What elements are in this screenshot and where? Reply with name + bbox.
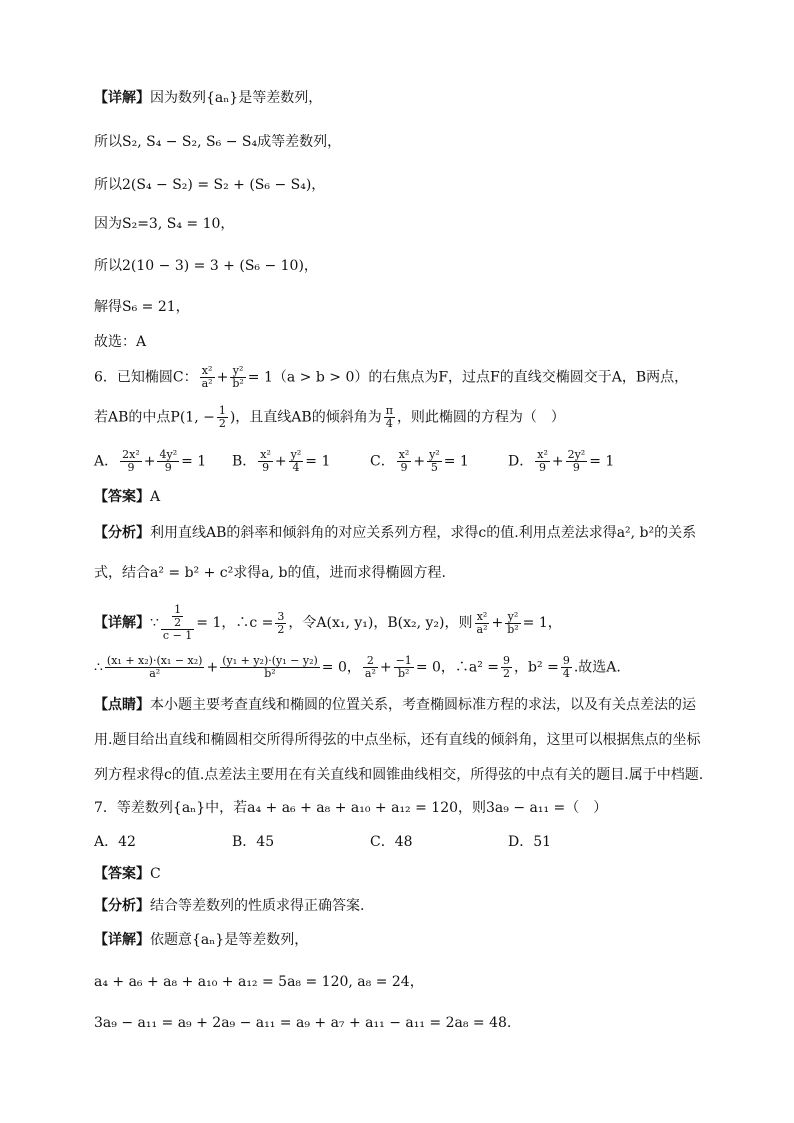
sol5-line-7: 故选：A — [94, 334, 147, 350]
fraction: $\frac{\text{x²}}{\text{a²}}$ — [476, 609, 488, 636]
fraction: $\frac{\frac{1}{2}}{c - 1}$ — [162, 603, 193, 642]
q6-answer: 【答案】A — [94, 489, 161, 505]
q6-comment-line-3: 列方程求得c的值.点差法主要用在有关直线和圆锥曲线相交，所得弦的中点有关的题目.属于中档题. — [94, 767, 704, 783]
sol5-line-2: 所以S₂, S₄ − S₂, S₆ − S₄成等差数列， — [94, 134, 342, 150]
sol5-line-1: 【详解】因为数列{aₙ}是等差数列， — [94, 90, 323, 106]
fraction: $\frac{9}{2}$ — [503, 654, 511, 680]
fraction: $\frac{\text{y²}}{\text{b²}}$ — [507, 609, 519, 636]
q7-detail-line-3: 3a₉ − a₁₁ = a₉ + 2a₉ − a₁₁ = a₉ + a₇ + a₁₁ − a₁₁ = 2a₈ = 48. — [94, 1015, 512, 1031]
q6-analysis-line-1: 【分析】利用直线AB的斜率和倾斜角的对应关系列方程，求得c的值.利用点差法求得a², b²的关系 — [94, 525, 697, 541]
q7-answer: 【答案】C — [94, 866, 161, 882]
detail-label: 【详解】 — [94, 90, 150, 106]
q7-option-c: C．48 — [370, 834, 413, 850]
q7-option-d: D．51 — [508, 834, 552, 850]
fraction: $\frac{\text{(x₁ + x₂)·(x₁ − x₂)}}{\text{a²}}$ — [106, 654, 203, 680]
sol5-line-3: 所以2(S₄ − S₂) = S₂ + (S₆ − S₄)， — [94, 177, 326, 193]
q6-detail-line-1: 【详解】∵ $\frac{\frac{1}{2}}{c - 1}$ = 1，∴c = $\frac{3}{2}$ ，令A(x₁, y₁)，B(x₂, y₂)，则 $\frac{\text{x²}}{\text{a²}}$ + $\frac{\text{y²}}{\text{b²}}$ = 1， — [94, 603, 562, 642]
q6-stem-line-1: 6．已知椭圆C： $\frac{\text{x²}}{\text{a²}}$ + $\frac{\text{y²}}{\text{b²}}$ = 1（a > b > 0）的右焦点为F，过点F的直线交椭圆交于A，B两点， — [94, 364, 689, 390]
fraction: $\frac{3}{2}$ — [277, 609, 285, 636]
q7-analysis: 【分析】结合等差数列的性质求得正确答案. — [94, 898, 365, 914]
q7-option-a: A．42 — [94, 834, 136, 850]
fraction: $\frac{-1}{\text{b²}}$ — [395, 654, 412, 680]
q6-stem-line-2: 若AB的中点P(1, − $\frac{1}{2}$ )，且直线AB的倾斜角为 $\frac{\pi}{4}$ ，则此椭圆的方程为（ ） — [94, 404, 565, 430]
sol5-line-4: 因为S₂=3, S₄ = 10， — [94, 216, 235, 232]
q6-analysis-line-2: 式，结合a² = b² + c²求得a, b的值，进而求得椭圆方程. — [94, 565, 446, 581]
q7-option-b: B．45 — [232, 834, 275, 850]
q6-option-a: A． $\frac{\text{2x²}}{9}$ + $\frac{\text{4y²}}{9}$ = 1 — [94, 448, 207, 474]
q6-comment-line-2: 用.题目给出直线和椭圆相交所得所得弦的中点坐标，还有直线的倾斜角，这里可以根据焦点的坐标 — [94, 732, 701, 748]
q6-option-c: C． $\frac{\text{x²}}{9}$ + $\frac{\text{y²}}{5}$ = 1 — [370, 448, 469, 474]
q7-detail-line-1: 【详解】依题意{aₙ}是等差数列， — [94, 932, 309, 948]
fraction: $\frac{9}{4}$ — [562, 654, 570, 680]
q6-option-b: B． $\frac{\text{x²}}{9}$ + $\frac{\text{y²}}{4}$ = 1 — [232, 448, 331, 474]
fraction: $\frac{\pi}{4}$ — [385, 404, 393, 430]
sol5-line-6: 解得S₆ = 21， — [94, 299, 190, 315]
q6-comment-line-1: 【点睛】本小题主要考查直线和椭圆的位置关系，考查椭圆标准方程的求法，以及有关点差法的运 — [94, 697, 696, 713]
fraction: $\frac{\text{y²}}{\text{b²}}$ — [232, 364, 244, 390]
fraction: $\frac{1}{2}$ — [218, 404, 226, 430]
sol5-line-5: 所以2(10 − 3) = 3 + (S₆ − 10)， — [94, 258, 318, 274]
fraction: $\frac{\text{x²}}{\text{a²}}$ — [201, 364, 213, 390]
fraction: $\frac{\text{(y₁ + y₂)·(y₁ − y₂)}}{\text{b²}}$ — [222, 654, 318, 680]
fraction: $\frac{2}{\text{a²}}$ — [364, 654, 376, 680]
q7-stem: 7．等差数列{aₙ}中，若a₄ + a₆ + a₈ + a₁₀ + a₁₂ = 120，则3a₉ − a₁₁ =（ ） — [94, 800, 608, 816]
q6-option-d: D． $\frac{\text{x²}}{9}$ + $\frac{\text{2y²}}{9}$ = 1 — [508, 448, 615, 474]
q7-detail-line-2: a₄ + a₆ + a₈ + a₁₀ + a₁₂ = 5a₈ = 120, a₈ = 24， — [94, 974, 424, 990]
q6-detail-line-2: ∴ $\frac{\text{(x₁ + x₂)·(x₁ − x₂)}}{\text{a²}}$ + $\frac{\text{(y₁ + y₂)·(y₁ − y₂)}}{\text{b²}}$ = 0， $\frac{2}{\text{a²}}$ + $\frac{-1}{\text{b²}}$ = 0，∴a² = $\frac{9}{2}$ ，b² = $\frac{9}{4}$ .故选A. — [94, 654, 621, 680]
